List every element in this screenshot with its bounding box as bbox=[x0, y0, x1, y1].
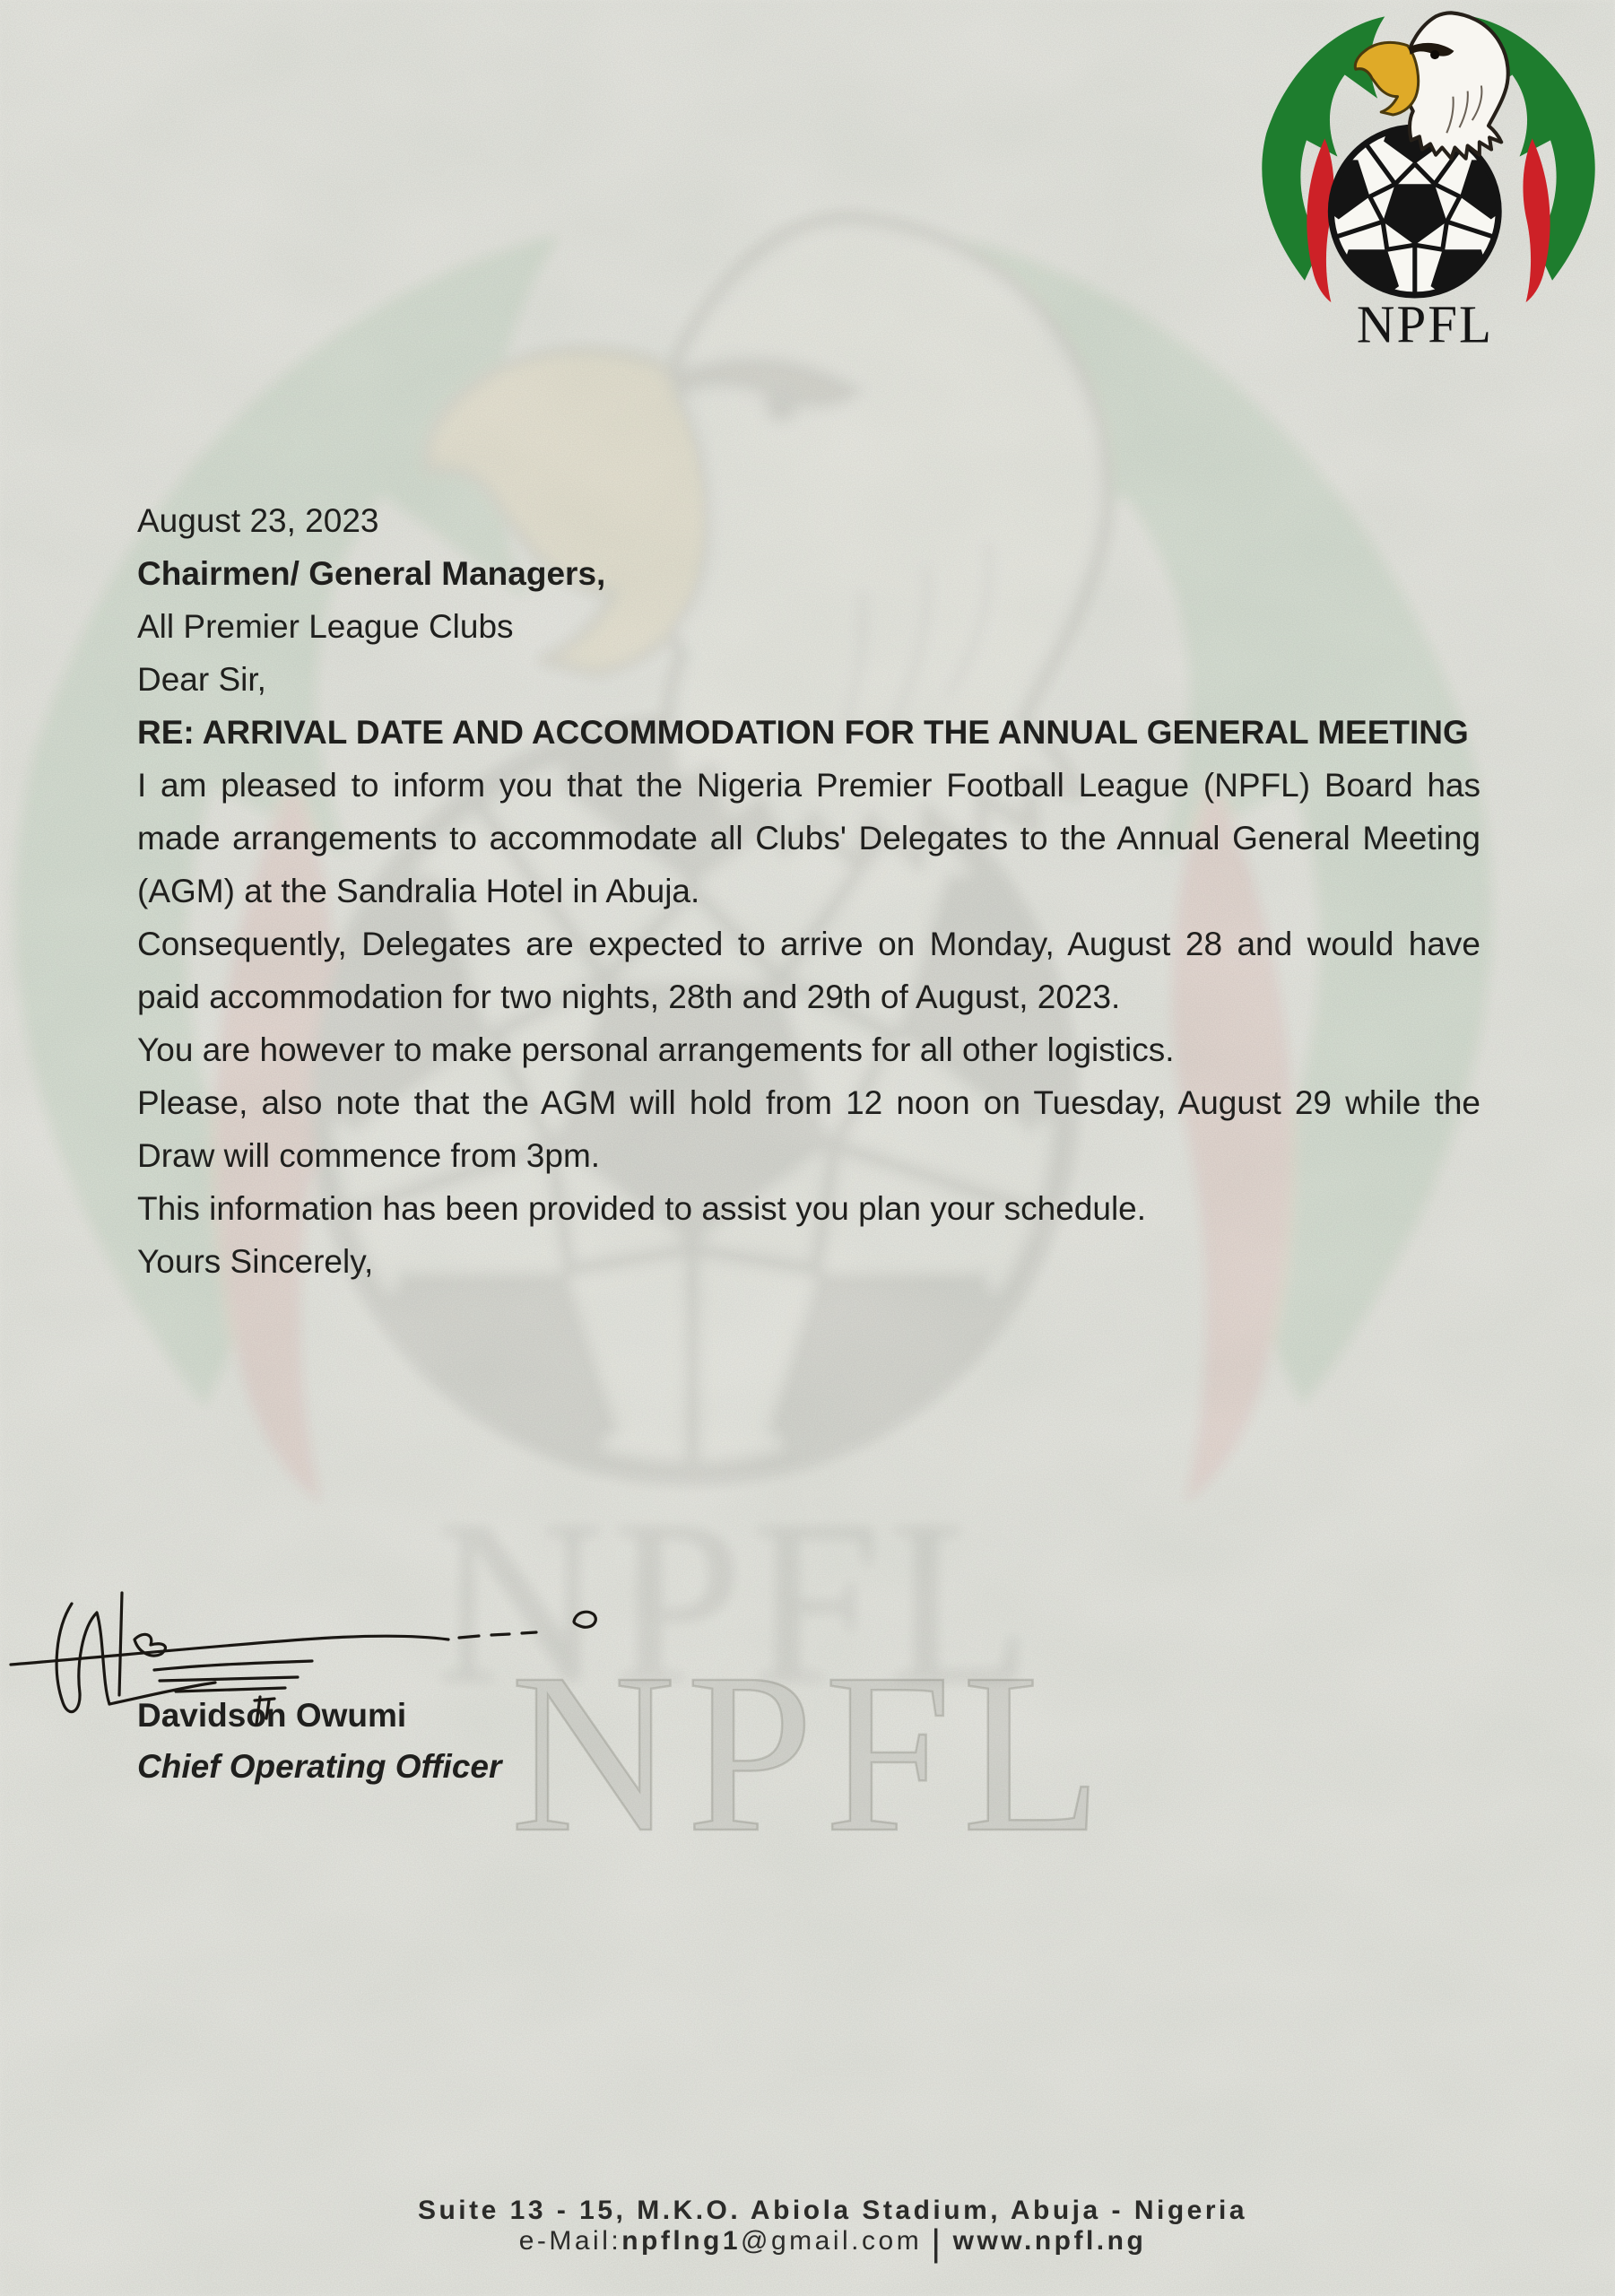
website: www.npfl.ng bbox=[952, 2226, 1147, 2256]
recipient-line-1: Chairmen/ General Managers, bbox=[137, 555, 606, 592]
paragraph-5: This information has been provided to assist you plan your schedule. bbox=[137, 1190, 1147, 1227]
email-domain: @gmail.com bbox=[741, 2226, 923, 2256]
paragraph-2: Consequently, Delegates are expected to arrive on Monday, August 28 and would have paid accommodation for two nights, 28th and 29th of August, 2023. bbox=[137, 926, 1480, 1015]
text-watermark: NPFL bbox=[510, 1627, 1113, 1880]
letter-body bbox=[137, 494, 1480, 1288]
signatory-title: Chief Operating Officer bbox=[137, 1748, 502, 1785]
letter-date: August 23, 2023 bbox=[137, 502, 379, 539]
paragraph-4: Please, also note that the AGM will hold from 12 noon on Tuesday, August 29 while the Draw will commence from 3pm. bbox=[137, 1084, 1480, 1174]
footer-contacts: e-Mail:npflng1@gmail.com | www.npfl.ng bbox=[518, 2222, 1147, 2264]
recipient-line-2: All Premier League Clubs bbox=[137, 608, 514, 645]
subject-line: RE: ARRIVAL DATE AND ACCOMMODATION FOR THE ANNUAL GENERAL MEETING bbox=[137, 714, 1469, 751]
salutation: Dear Sir, bbox=[137, 661, 266, 698]
signature-scrawl bbox=[0, 1589, 646, 1733]
npfl-logo bbox=[1246, 4, 1611, 350]
footer bbox=[0, 2196, 1615, 2264]
closing: Yours Sincerely, bbox=[137, 1243, 374, 1280]
paragraph-1: I am pleased to inform you that the Nigeria Premier Football League (NPFL) Board has made arrangements to accommodate all Clubs' Delegates to the Annual General Meeting (AGM) at the Sandralia Hotel in Abuja. bbox=[137, 767, 1480, 909]
email-user: npflng1 bbox=[621, 2226, 742, 2256]
signatory-name: Davidson Owumi bbox=[137, 1697, 407, 1734]
email-label: e-Mail: bbox=[518, 2226, 622, 2256]
footer-address: Suite 13 - 15, M.K.O. Abiola Stadium, Abuja - Nigeria bbox=[417, 2196, 1248, 2225]
paragraph-3: You are however to make personal arrangements for all other logistics. bbox=[137, 1031, 1175, 1068]
